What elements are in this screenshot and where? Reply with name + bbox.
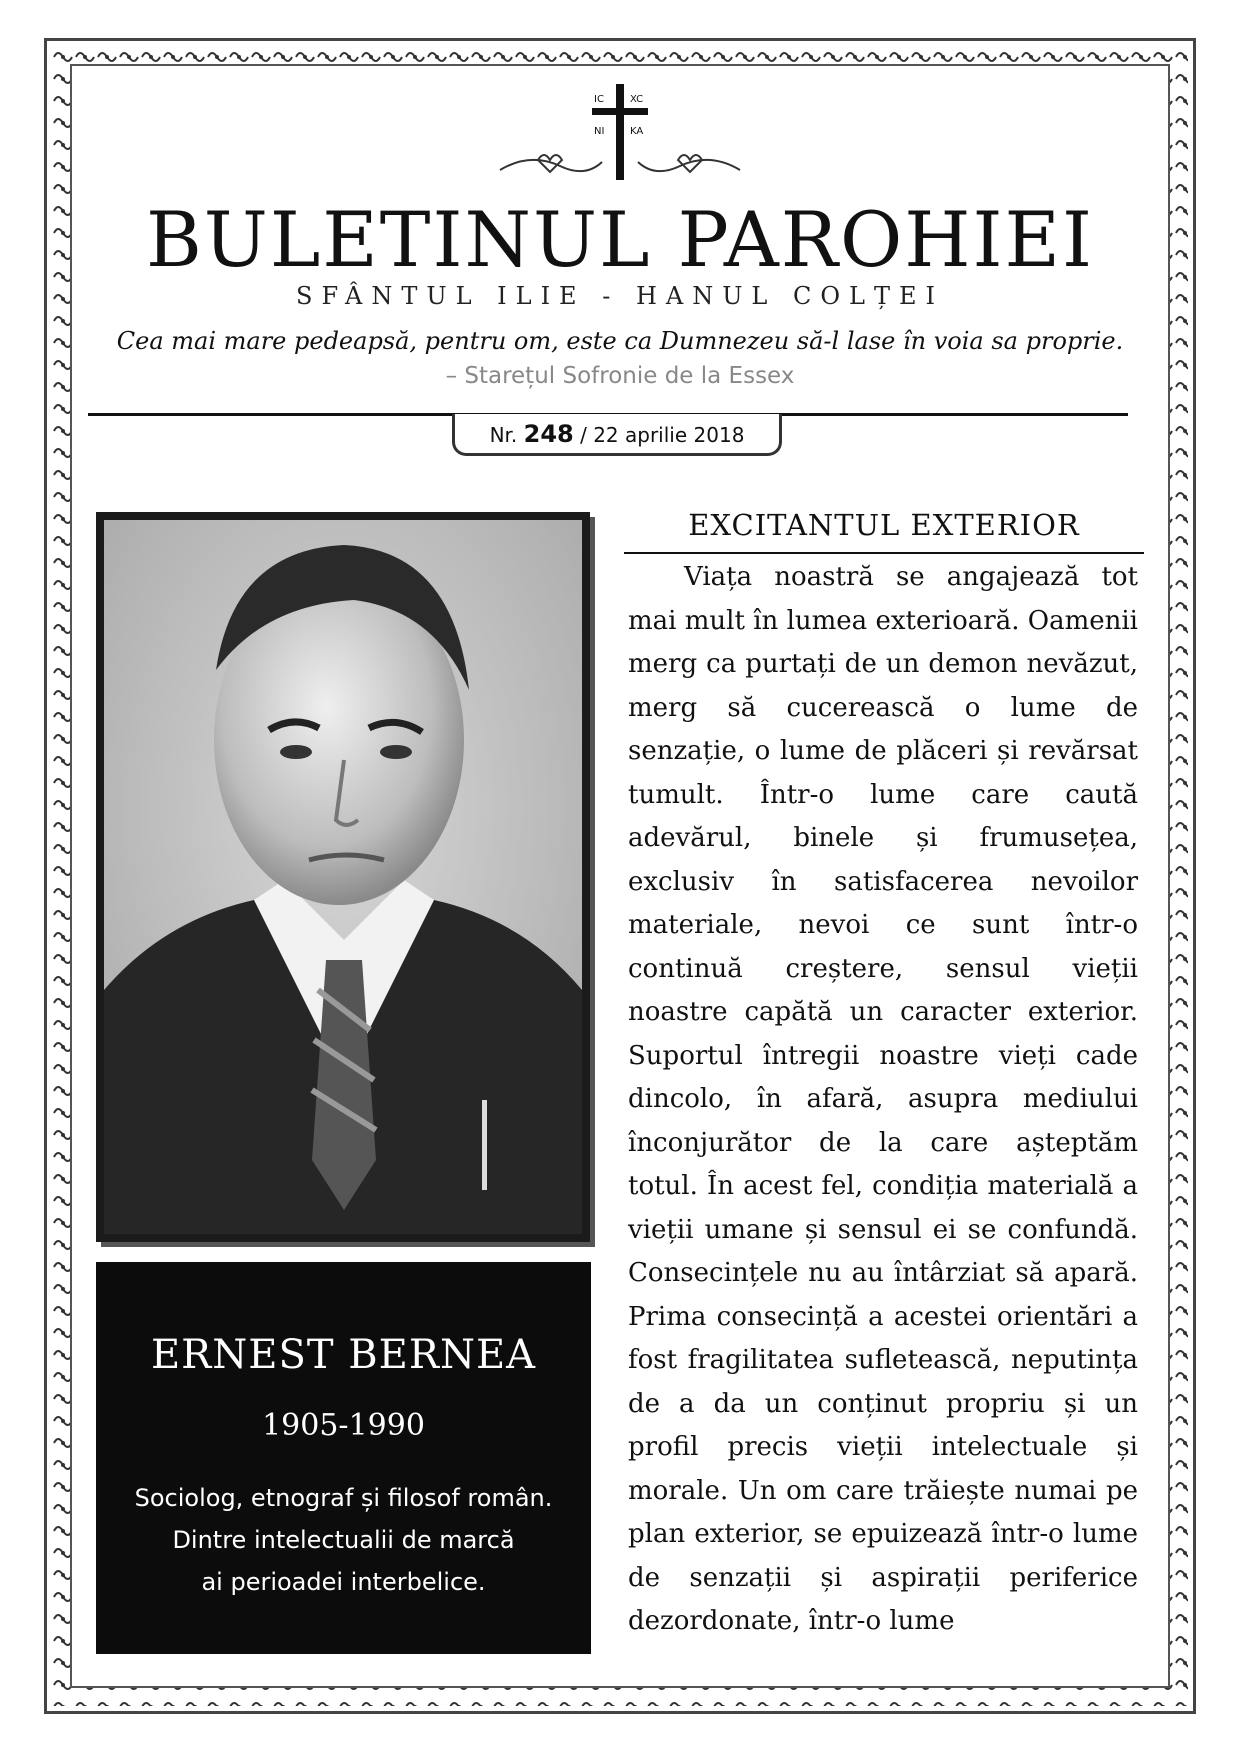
cross-letter-tr: XC xyxy=(630,94,644,105)
bio-description xyxy=(96,1477,591,1603)
article-title: EXCITANTUL EXTERIOR xyxy=(688,508,1080,542)
parish-subtitle: SFÂNTUL ILIE - HANUL COLȚEI xyxy=(296,282,944,310)
header-quote: Cea mai mare pedeapsă, pentru om, este ca Dumnezeu să-l lase în voia sa proprie. xyxy=(116,327,1124,355)
orthodox-cross-emblem xyxy=(490,82,750,192)
issue-badge xyxy=(452,414,782,456)
issue-prefix: Nr. xyxy=(489,423,518,447)
bio-line-2: Dintre intelectualii de marcă xyxy=(172,1526,515,1554)
article-body: Viața noastră se angajează tot mai mult în lumea exterioară. Oamenii merg ca purtați de un demon nevăzut, merg să cucerească o lume de senzație, o lume de plăceri și revărsat tumult. Într-o lume care caută adevărul, binele și frumusețea, exclusiv în satisfacerea nevoilor materiale, nevoi ce sunt într-o continuă creștere, sensul vieții noastre capătă un caracter exterior. Suportul întregii noastre vieți cade dincolo, în afară, asupra mediului înconjurător de la care așteptăm totul. În acest fel, condiția materială a vieții umane și sensul ei se confundă. Consecințele nu au întârziat să apară. Prima consecință a acestei orientări a fost fragilitatea sufletească, neputința de a da un conținut propriu și un profil precis vieții intelectuale și morale. Un om care trăiește numai pe plan exterior, se epuizează într-o lume de senzații și aspirații periferice dezordonate, într-o lume xyxy=(628,562,1138,1636)
bulletin-title: BULETINUL PAROHIEI xyxy=(145,195,1095,284)
cross-letter-tl: IC xyxy=(594,94,604,105)
cross-icon xyxy=(490,82,750,192)
bio-line-1: Sociolog, etnograf și filosof român. xyxy=(134,1484,553,1512)
portrait-photo xyxy=(96,512,590,1242)
bio-box xyxy=(96,1262,591,1654)
issue-number: 248 xyxy=(523,420,574,448)
bio-name: ERNEST BERNEA xyxy=(150,1332,537,1378)
cross-letter-br: KA xyxy=(630,126,644,137)
quote-author: – Starețul Sofronie de la Essex xyxy=(445,363,795,389)
issue-date: / 22 aprilie 2018 xyxy=(580,423,745,447)
bio-line-3: ai perioadei interbelice. xyxy=(201,1568,486,1596)
article-title-underline xyxy=(624,552,1144,554)
bio-years: 1905-1990 xyxy=(262,1408,425,1443)
cross-letter-bl: NI xyxy=(594,126,605,137)
portrait-image xyxy=(104,520,582,1234)
